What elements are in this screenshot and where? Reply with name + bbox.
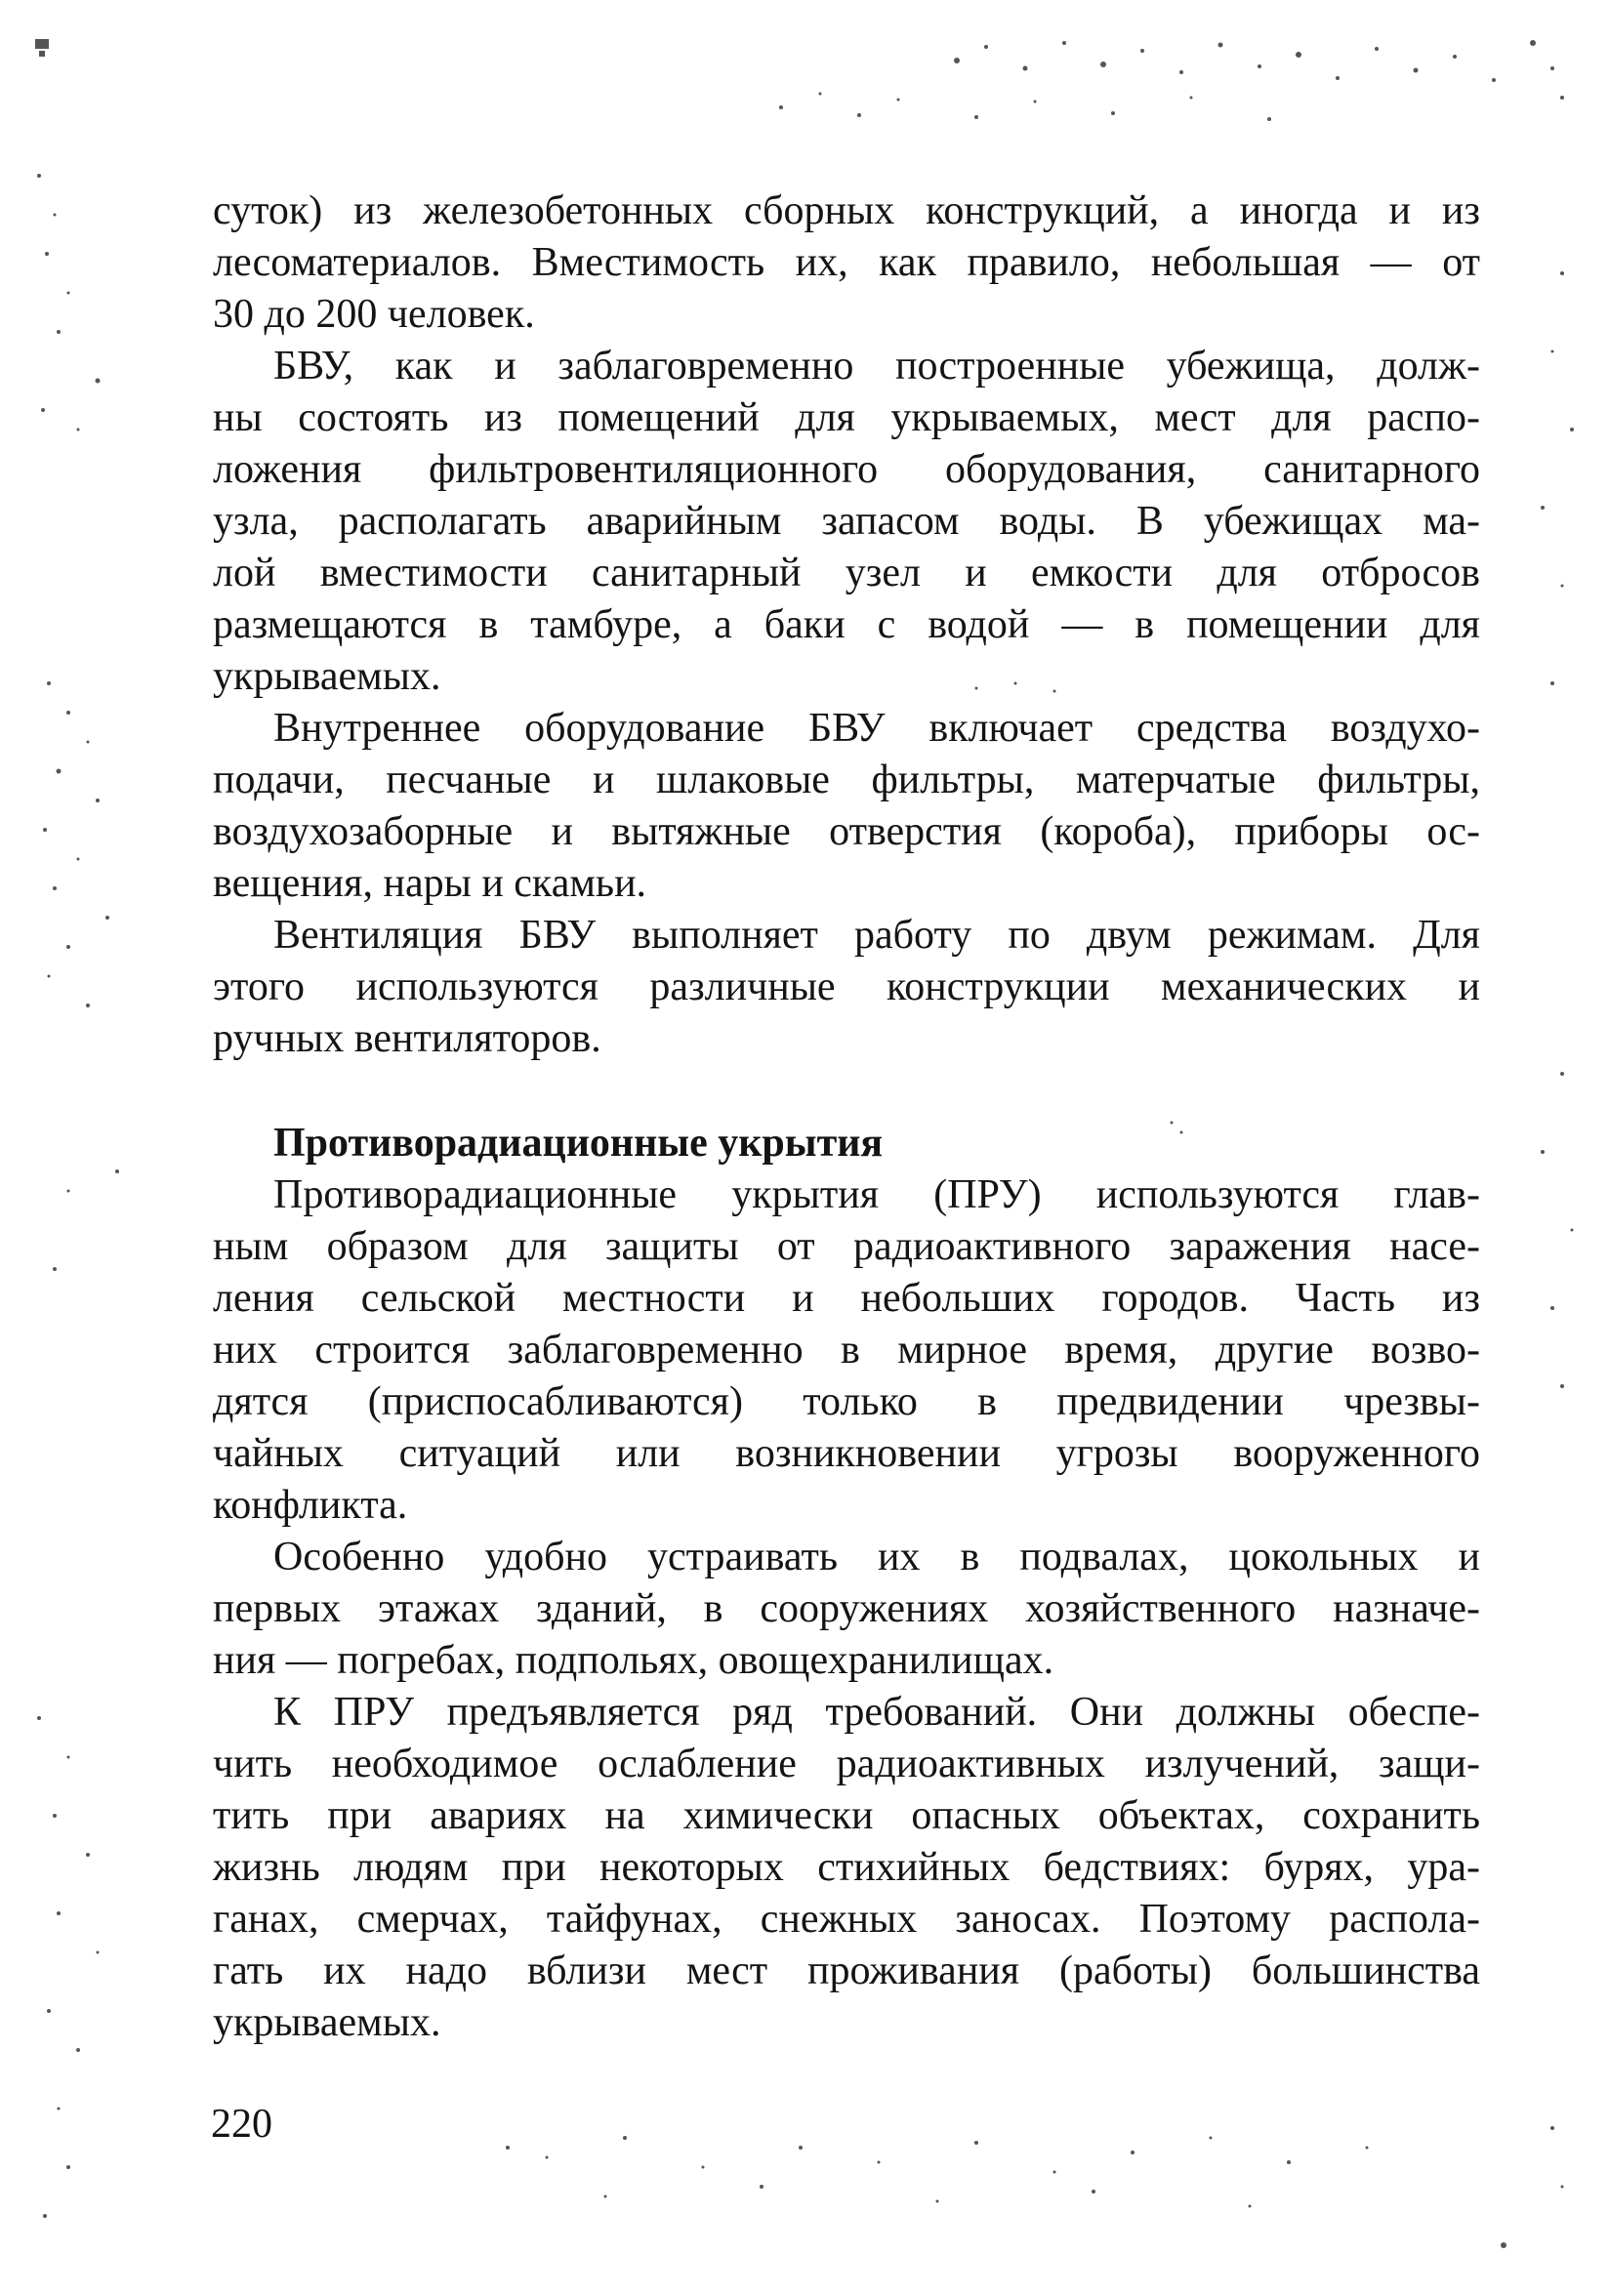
text-line: суток) из железобетонных сборных конструкций, а иногда и из <box>213 188 1480 233</box>
text-line: ганах, смерчах, тайфунах, снежных заносах. Поэтому распола- <box>213 1897 1480 1942</box>
text-line: укрываемых. <box>213 2000 441 2045</box>
text-line: чайных ситуаций или возникновении угрозы вооруженного <box>213 1431 1480 1476</box>
text-line: ния — погребах, подпольях, овощехранилищах. <box>213 1638 1054 1683</box>
text-line: размещаются в тамбуре, а баки с водой — в помещении для <box>213 602 1480 647</box>
text-line: ложения фильтровентиляционного оборудования, санитарного <box>213 447 1480 492</box>
text-line: воздухозаборные и вытяжные отверстия (короба), приборы ос- <box>213 809 1480 854</box>
text-line: лесоматериалов. Вместимость их, как правило, небольшая — от <box>213 240 1480 285</box>
text-line: БВУ, как и заблаговременно построенные убежища, долж- <box>273 344 1480 389</box>
text-line: лой вместимости санитарный узел и емкости для отбросов <box>213 551 1480 595</box>
paragraph <box>213 185 1480 341</box>
text-line: жизнь людям при некоторых стихийных бедствиях: бурях, ура- <box>213 1845 1480 1890</box>
text-line: К ПРУ предъявляется ряд требований. Они должны обеспе- <box>273 1690 1480 1735</box>
text-line: Внутреннее оборудование БВУ включает средства воздухо- <box>273 706 1480 751</box>
text-line: вещения, нары и скамьи. <box>213 861 647 906</box>
paragraph <box>213 1169 1480 1532</box>
paragraph <box>213 341 1480 703</box>
text-line: этого используются различные конструкции механических и <box>213 964 1480 1009</box>
text-line: первых этажах зданий, в сооружениях хозяйственного назначе- <box>213 1586 1480 1631</box>
paragraph <box>213 703 1480 910</box>
paragraph <box>213 1532 1480 1687</box>
text-line: ручных вентиляторов. <box>213 1016 601 1061</box>
text-line: Особенно удобно устраивать их в подвалах, цокольных и <box>273 1535 1480 1579</box>
body-text <box>213 185 1480 2049</box>
text-line: чить необходимое ослабление радиоактивных излучений, защи- <box>213 1742 1480 1786</box>
paragraph <box>213 1687 1480 2049</box>
text-line: тить при авариях на химически опасных объектах, сохранить <box>213 1793 1480 1838</box>
page-number: 220 <box>211 2102 272 2147</box>
text-line: конфликта. <box>213 1483 408 1528</box>
text-line: них строится заблаговременно в мирное время, другие возво- <box>213 1328 1480 1373</box>
text-line: 30 до 200 человек. <box>213 292 535 337</box>
paragraph <box>213 910 1480 1065</box>
text-line: укрываемых. <box>213 654 441 699</box>
text-line: подачи, песчаные и шлаковые фильтры, матерчатые фильтры, <box>213 758 1480 802</box>
text-line: ления сельской местности и небольших городов. Часть из <box>213 1276 1480 1321</box>
text-line: Противорадиационные укрытия (ПРУ) используются глав- <box>273 1172 1480 1217</box>
text-line: Вентиляция БВУ выполняет работу по двум режимам. Для <box>273 913 1480 958</box>
section-heading: Противорадиационные укрытия <box>273 1121 884 1166</box>
text-line: гать их надо вблизи мест проживания (работы) большинства <box>213 1948 1480 1993</box>
text-line: дятся (приспосабливаются) только в предвидении чрезвы- <box>213 1379 1480 1424</box>
text-line: ным образом для защиты от радиоактивного заражения насе- <box>213 1224 1480 1269</box>
text-line: ны состоять из помещений для укрываемых, мест для распо- <box>213 395 1480 440</box>
text-line: узла, располагать аварийным запасом воды. В убежищах ма- <box>213 499 1480 544</box>
